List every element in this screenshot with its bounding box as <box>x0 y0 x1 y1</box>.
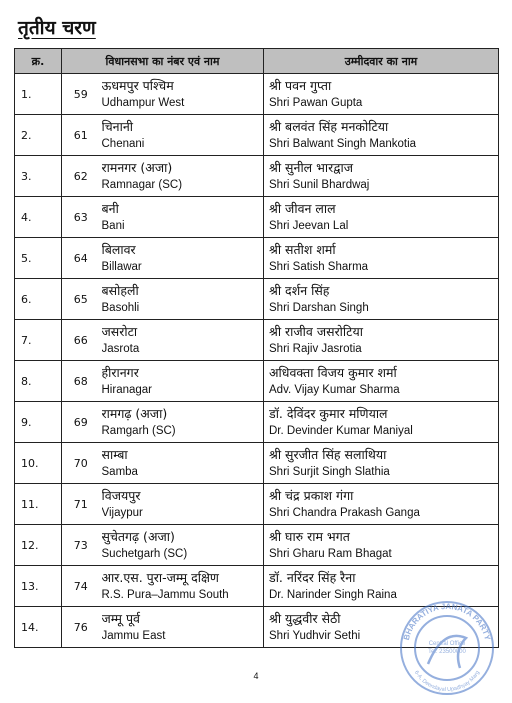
constituency-cell <box>100 525 264 566</box>
candidate-table <box>14 48 499 648</box>
table-row <box>15 197 499 238</box>
candidate-name-hindi: डॉ. देविंदर कुमार मणियाल <box>269 405 388 421</box>
table-row <box>15 74 499 115</box>
constituency-cell <box>100 607 264 648</box>
constituency-cell <box>100 566 264 607</box>
candidate-name-hindi: श्री सुनील भारद्वाज <box>269 159 353 175</box>
candidate-cell <box>264 74 499 115</box>
constituency-name-hindi: रामनगर (अजा) <box>101 159 173 175</box>
serial-cell: 3. <box>15 156 62 197</box>
serial-cell: 12. <box>15 525 62 566</box>
candidate-name-english: Dr. Narinder Singh Raina <box>269 588 397 601</box>
constituency-cell <box>100 238 264 279</box>
constituency-number: 68 <box>62 361 100 402</box>
candidate-name-hindi: श्री दर्शन सिंह <box>269 282 330 298</box>
candidate-name-english: Shri Yudhvir Sethi <box>269 629 361 642</box>
serial-cell: 4. <box>15 197 62 238</box>
candidate-name-hindi: श्री चंद्र प्रकाश गंगा <box>269 487 354 503</box>
candidate-name-hindi: श्री राजीव जसरोटिया <box>269 323 363 339</box>
candidate-name-english: Dr. Devinder Kumar Maniyal <box>269 424 413 437</box>
constituency-cell <box>100 279 264 320</box>
table-row <box>15 238 499 279</box>
candidate-name-hindi: श्री जीवन लाल <box>269 200 336 216</box>
candidate-name-english: Shri Gharu Ram Bhagat <box>269 547 392 560</box>
stamp-center-line1: Central Office <box>428 641 466 647</box>
constituency-name-english: Hiranagar <box>101 383 152 396</box>
constituency-name-hindi: सुचेतगढ़ (अजा) <box>101 528 175 544</box>
constituency-number: 65 <box>62 279 100 320</box>
candidate-cell <box>264 279 499 320</box>
stamp-ring-text: BHARATIYA JANATA PARTY <box>401 601 493 642</box>
candidate-name-english: Shri Surjit Singh Slathia <box>269 465 390 478</box>
constituency-name-english: Chenani <box>101 137 145 150</box>
serial-cell: 10. <box>15 443 62 484</box>
serial-cell: 14. <box>15 607 62 648</box>
constituency-name-hindi: बिलावर <box>101 241 136 257</box>
constituency-name-hindi: हीरानगर <box>101 364 139 380</box>
candidate-cell <box>264 115 499 156</box>
svg-text:BHARATIYA JANATA PARTY <box>402 602 493 642</box>
constituency-name-english: R.S. Pura–Jammu South <box>101 588 229 601</box>
candidate-name-hindi: अधिवक्ता विजय कुमार शर्मा <box>269 364 397 380</box>
constituency-cell <box>100 484 264 525</box>
serial-cell: 13. <box>15 566 62 607</box>
serial-cell: 6. <box>15 279 62 320</box>
table-row <box>15 279 499 320</box>
candidate-cell <box>264 238 499 279</box>
constituency-name-english: Vijaypur <box>101 506 143 519</box>
candidate-cell <box>264 197 499 238</box>
header-constituency: विधानसभा का नंबर एवं नाम <box>62 49 264 74</box>
header-candidate: उम्मीदवार का नाम <box>264 49 499 74</box>
candidate-cell <box>264 443 499 484</box>
stamp-bottom-text: 6-A, Deendayal Upadhyay Marg <box>412 669 482 694</box>
page-heading: तृतीय चरण <box>18 17 96 39</box>
candidate-name-english: Adv. Vijay Kumar Sharma <box>269 383 400 396</box>
constituency-cell <box>100 402 264 443</box>
constituency-name-hindi: जसरोटा <box>101 323 138 339</box>
constituency-name-english: Ramgarh (SC) <box>101 424 176 437</box>
constituency-name-english: Jammu East <box>101 629 166 642</box>
constituency-number: 73 <box>62 525 100 566</box>
constituency-cell <box>100 320 264 361</box>
constituency-name-english: Jasrota <box>101 342 140 355</box>
constituency-name-hindi: रामगढ़ (अजा) <box>101 405 168 421</box>
table-row <box>15 156 499 197</box>
candidate-name-english: Shri Chandra Prakash Ganga <box>269 506 420 519</box>
constituency-name-hindi: चिनानी <box>101 118 134 134</box>
candidate-name-hindi: श्री बलवंत सिंह मनकोटिया <box>269 118 389 134</box>
constituency-name-english: Billawar <box>101 260 142 273</box>
serial-cell: 1. <box>15 74 62 115</box>
candidate-cell <box>264 361 499 402</box>
constituency-name-hindi: साम्बा <box>101 446 128 462</box>
svg-text:6-A, Deendayal Upadhyay Marg <box>413 670 481 693</box>
candidate-name-english: Shri Rajiv Jasrotia <box>269 342 362 355</box>
stamp-center-line2: Tel: 23500000 <box>428 649 466 655</box>
candidate-cell <box>264 484 499 525</box>
constituency-number: 71 <box>62 484 100 525</box>
constituency-name-hindi: आर.एस. पुरा-जम्मू दक्षिण <box>101 569 219 585</box>
candidate-name-hindi: श्री युद्धवीर सेठी <box>269 610 341 626</box>
candidate-name-english: Shri Pawan Gupta <box>269 96 363 109</box>
candidate-name-english: Shri Darshan Singh <box>269 301 369 314</box>
candidate-name-english: Shri Satish Sharma <box>269 260 369 273</box>
constituency-name-hindi: विजयपुर <box>101 487 141 503</box>
candidate-name-hindi: डॉ. नरिंदर सिंह रैना <box>269 569 356 585</box>
table-row <box>15 443 499 484</box>
constituency-number: 64 <box>62 238 100 279</box>
constituency-number: 74 <box>62 566 100 607</box>
constituency-number: 61 <box>62 115 100 156</box>
constituency-name-hindi: बनी <box>101 200 119 216</box>
serial-cell: 8. <box>15 361 62 402</box>
constituency-name-hindi: बसोहली <box>101 282 139 298</box>
constituency-number: 66 <box>62 320 100 361</box>
candidate-name-english: Shri Sunil Bhardwaj <box>269 178 370 191</box>
constituency-number: 63 <box>62 197 100 238</box>
constituency-name-english: Ramnagar (SC) <box>101 178 183 191</box>
serial-cell: 2. <box>15 115 62 156</box>
constituency-name-english: Samba <box>101 465 138 478</box>
constituency-number: 76 <box>62 607 100 648</box>
constituency-cell <box>100 443 264 484</box>
table-row <box>15 402 499 443</box>
table-row <box>15 361 499 402</box>
candidate-cell <box>264 525 499 566</box>
constituency-number: 69 <box>62 402 100 443</box>
table-row <box>15 115 499 156</box>
constituency-name-english: Udhampur West <box>101 96 185 109</box>
constituency-cell <box>100 361 264 402</box>
candidate-cell <box>264 156 499 197</box>
serial-cell: 11. <box>15 484 62 525</box>
constituency-cell <box>100 197 264 238</box>
candidate-name-hindi: श्री घारु राम भगत <box>269 528 350 544</box>
constituency-number: 70 <box>62 443 100 484</box>
constituency-cell <box>100 74 264 115</box>
candidate-name-english: Shri Jeevan Lal <box>269 219 349 232</box>
constituency-name-english: Basohli <box>101 301 140 314</box>
serial-cell: 7. <box>15 320 62 361</box>
constituency-cell <box>100 156 264 197</box>
constituency-name-hindi: जम्मू पूर्व <box>101 610 141 626</box>
table-header-row <box>15 49 499 74</box>
page-number: 4 <box>253 671 259 681</box>
constituency-number: 62 <box>62 156 100 197</box>
constituency-name-hindi: ऊधमपुर पश्चिम <box>101 77 174 93</box>
constituency-name-english: Suchetgarh (SC) <box>101 547 188 560</box>
candidate-cell <box>264 402 499 443</box>
candidate-name-hindi: श्री पवन गुप्ता <box>269 77 332 93</box>
table-row <box>15 320 499 361</box>
constituency-cell <box>100 115 264 156</box>
header-serial: क्र. <box>15 49 62 74</box>
candidate-name-english: Shri Balwant Singh Mankotia <box>269 137 417 150</box>
candidate-cell <box>264 320 499 361</box>
constituency-number: 59 <box>62 74 100 115</box>
constituency-name-english: Bani <box>101 219 125 232</box>
table-row <box>15 484 499 525</box>
serial-cell: 9. <box>15 402 62 443</box>
candidate-name-hindi: श्री सुरजीत सिंह सलाथिया <box>269 446 387 462</box>
serial-cell: 5. <box>15 238 62 279</box>
party-office-stamp <box>388 598 506 698</box>
table-row <box>15 525 499 566</box>
candidate-name-hindi: श्री सतीश शर्मा <box>269 241 336 257</box>
